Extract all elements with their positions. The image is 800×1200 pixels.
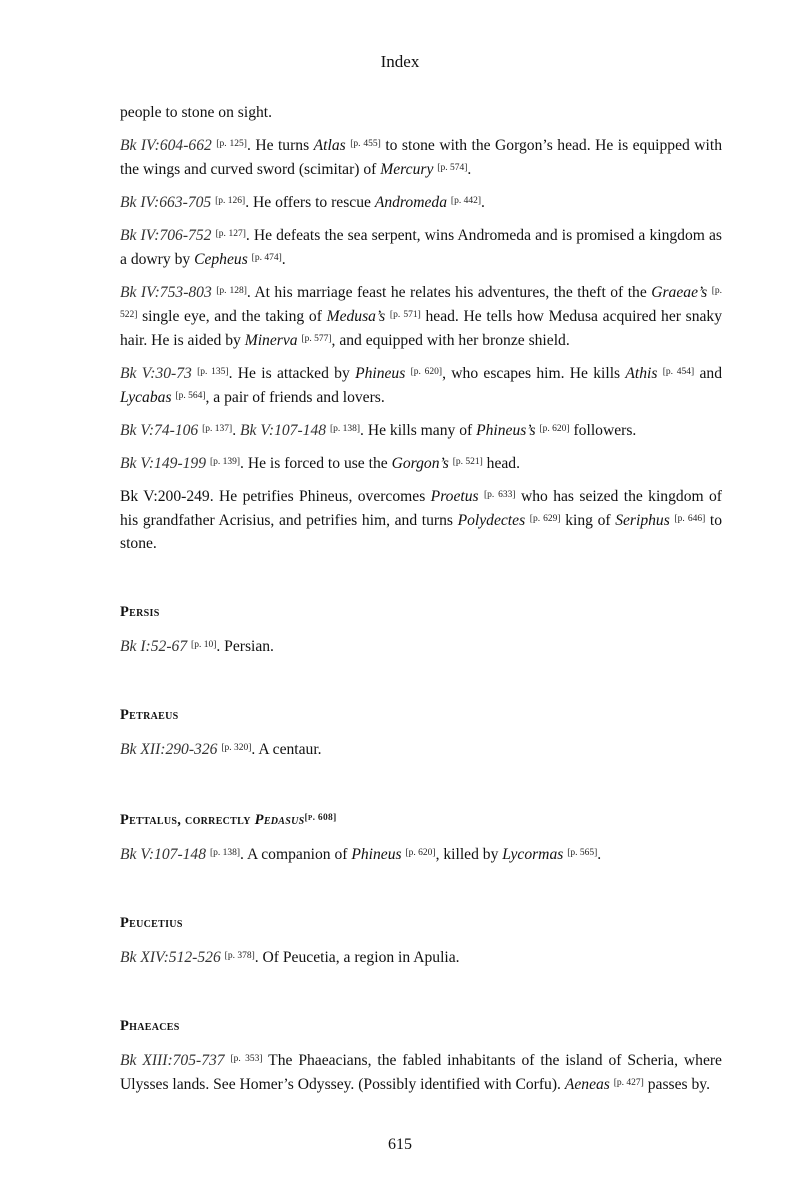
entry-text-segment: , killed by <box>435 846 503 863</box>
entry-text <box>120 842 722 866</box>
entry-text-segment: . He defeats the sea serpent, wins Andromeda and is promised a kingdom as a dowry by <box>120 227 723 268</box>
page-reference[interactable]: [p. 474] <box>251 253 282 263</box>
entry-text <box>120 737 722 761</box>
entry-text <box>120 945 722 969</box>
entry-text-segment: . <box>480 194 485 211</box>
cross-reference[interactable]: Andromeda <box>374 194 447 211</box>
book-reference[interactable]: Bk IV:604-662 <box>120 137 212 154</box>
book-reference[interactable]: Bk IV:706-752 <box>120 227 212 244</box>
cross-reference[interactable]: Lycabas <box>120 389 172 406</box>
book-reference[interactable]: Bk V:107-148 <box>120 846 207 863</box>
cross-reference[interactable]: Gorgon’s <box>391 455 449 472</box>
cross-reference[interactable]: Mercury <box>380 161 434 178</box>
cross-reference[interactable]: Athis <box>625 365 658 382</box>
page-reference[interactable]: [p. 126] <box>215 196 246 206</box>
cross-reference[interactable]: Minerva <box>244 332 298 349</box>
page-reference[interactable]: [p. 565] <box>567 848 598 858</box>
entry-petraeus <box>120 704 722 761</box>
cross-reference[interactable]: Lycormas <box>502 846 564 863</box>
entry-text-segment: . <box>597 846 602 863</box>
cross-reference[interactable]: Graeae’s <box>651 284 708 301</box>
page-reference[interactable]: [p. 571] <box>389 310 421 320</box>
page-reference[interactable]: [p. 127] <box>215 229 246 239</box>
page-reference[interactable]: [p. 137] <box>202 424 233 434</box>
page-number: 615 <box>388 1136 412 1153</box>
entry-text-segment: who has seized the kingdom of his grandfather Acrisius, and petrifies him, and turns <box>120 488 722 529</box>
entry-perseus-continued <box>120 101 722 555</box>
entry-text-segment: , and equipped with her bronze shield. <box>331 332 570 349</box>
entry-text-segment: single eye, and the taking of <box>137 308 327 325</box>
entry-text <box>120 634 722 658</box>
entry-text <box>120 484 722 555</box>
page-reference[interactable]: [p. 353] <box>230 1054 263 1064</box>
entry-text-segment: head. He tells how Medusa acquired her snaky hair. He is aided by <box>120 308 723 349</box>
entry-heading: Peucetius <box>120 915 183 931</box>
entry-text-segment: . He kills many of <box>360 422 477 439</box>
book-reference[interactable]: Bk V:200-249 <box>120 488 210 505</box>
page-reference[interactable]: [p. 135] <box>197 367 229 377</box>
cross-reference[interactable]: Seriphus <box>615 512 670 529</box>
entry-peucetius <box>120 912 722 969</box>
entry-text-segment: . A centaur. <box>251 741 322 758</box>
book-reference[interactable]: Bk I:52-67 <box>120 638 188 655</box>
book-reference[interactable]: Bk XIV:512-526 <box>120 949 221 966</box>
book-reference[interactable]: Bk V:149-199 <box>120 455 207 472</box>
page-reference[interactable]: [p. 522] <box>120 286 723 320</box>
page-reference[interactable]: [p. 125] <box>216 139 247 149</box>
book-reference[interactable]: Bk V:107-148 <box>240 422 327 439</box>
page-reference[interactable]: [p. 564] <box>175 391 206 401</box>
entry-text-segment: . A companion of <box>240 846 352 863</box>
page-reference[interactable]: [p. 427] <box>613 1078 644 1088</box>
entry-text <box>120 223 722 271</box>
entry-heading <box>120 807 722 832</box>
page-reference[interactable]: [p. 633] <box>484 490 516 500</box>
cross-reference[interactable]: Atlas <box>313 137 346 154</box>
entry-text-segment: and <box>694 365 723 382</box>
entry-text-segment: , who escapes him. He kills <box>442 365 626 382</box>
page-reference[interactable]: [p. 138] <box>329 424 361 434</box>
page-reference[interactable]: [p. 10] <box>191 640 217 650</box>
entry-text <box>120 1048 722 1096</box>
page-reference[interactable]: [p. 128] <box>216 286 247 296</box>
cross-reference[interactable]: Phineus’s <box>476 422 536 439</box>
cross-reference[interactable]: Pedasus <box>254 812 305 828</box>
entry-text-segment: . Of Peucetia, a region in Apulia. <box>254 949 460 966</box>
entry-text <box>120 280 722 352</box>
cross-reference[interactable]: Cepheus <box>194 251 248 268</box>
entry-text-segment: , a pair of friends and lovers. <box>205 389 385 406</box>
cross-reference[interactable]: Phineus <box>351 846 402 863</box>
cross-reference[interactable]: Proetus <box>430 488 479 505</box>
book-reference[interactable]: Bk IV:753-803 <box>120 284 212 301</box>
cross-reference[interactable]: Medusa’s <box>326 308 386 325</box>
entry-text <box>120 101 722 124</box>
entry-text-segment: to stone. <box>120 512 722 552</box>
entry-text <box>120 451 722 475</box>
page-reference[interactable]: [p. 139] <box>209 457 241 467</box>
page-reference[interactable]: [p. 620] <box>410 367 443 377</box>
page-reference[interactable]: [p. 521] <box>452 457 483 467</box>
page-reference[interactable]: [p. 608] <box>304 813 337 823</box>
entry-phaeaces <box>120 1015 722 1096</box>
entry-pettalus <box>120 807 722 866</box>
entry-text-segment: . He offers to rescue <box>245 194 375 211</box>
book-reference[interactable]: Bk XII:290-326 <box>120 741 218 758</box>
index-content <box>120 101 722 1105</box>
entry-text-segment: head. <box>482 455 520 472</box>
entry-text-segment: . Persian. <box>216 638 274 655</box>
page-reference[interactable]: [p. 320] <box>221 743 252 753</box>
entry-text-segment: . <box>281 251 286 268</box>
page-reference[interactable]: [p. 454] <box>662 367 695 377</box>
running-head: Index <box>380 52 420 71</box>
book-reference[interactable]: Bk XIII:705-737 <box>120 1052 225 1069</box>
cross-reference[interactable]: Aeneas <box>564 1076 610 1093</box>
page-reference[interactable]: [p. 442] <box>450 196 481 206</box>
entry-text-segment: The Phaeacians, the fabled inhabitants of the island of Scheria, where Ulysses lands. See Homer’s Odyssey. (Possibly identified with Corfu). <box>120 1052 722 1093</box>
page-reference[interactable]: [p. 378] <box>224 951 255 961</box>
entry-text-segment: . He petrifies Phineus, overcomes <box>209 488 431 505</box>
page-reference[interactable]: [p. 620] <box>539 424 570 434</box>
entry-text-segment: followers. <box>569 422 637 439</box>
heading-text: Pettalus, correctly <box>120 812 255 828</box>
entry-text-segment: passes by. <box>643 1076 710 1093</box>
entry-heading: Persis <box>120 604 160 620</box>
entry-text <box>120 361 722 409</box>
entry-heading: Phaeaces <box>120 1018 180 1034</box>
entry-persis <box>120 601 722 658</box>
cross-reference[interactable]: Polydectes <box>457 512 526 529</box>
page-reference[interactable]: [p. 138] <box>209 848 241 858</box>
entry-text-segment: people to stone on sight. <box>120 104 273 121</box>
book-reference[interactable]: Bk IV:663-705 <box>120 194 212 211</box>
entry-text-segment: king of <box>560 512 616 529</box>
page-reference[interactable]: [p. 577] <box>301 334 332 344</box>
entry-text-segment: . He turns <box>246 137 314 154</box>
page-reference[interactable]: [p. 574] <box>437 163 468 173</box>
entry-text-segment: to stone with the Gorgon’s head. He is equipped with the wings and curved sword (scimitar) of <box>120 137 722 178</box>
entry-text-segment: . He is attacked by <box>228 365 356 382</box>
page-reference[interactable]: [p. 629] <box>529 514 561 524</box>
page-reference[interactable]: [p. 620] <box>405 848 436 858</box>
entry-text-segment: . At his marriage feast he relates his adventures, the theft of the <box>246 284 652 301</box>
entry-heading: Petraeus <box>120 707 179 723</box>
entry-text <box>120 133 722 181</box>
page-reference[interactable]: [p. 455] <box>350 139 381 149</box>
entry-text-segment: . <box>232 422 241 439</box>
book-reference[interactable]: Bk V:30-73 <box>120 365 192 382</box>
book-reference[interactable]: Bk V:74-106 <box>120 422 199 439</box>
page-reference[interactable]: [p. 646] <box>674 514 706 524</box>
entry-text <box>120 190 722 214</box>
entry-text <box>120 418 722 442</box>
entry-text-segment: . <box>467 161 472 178</box>
entry-text-segment: . He is forced to use the <box>240 455 392 472</box>
cross-reference[interactable]: Phineus <box>355 365 406 382</box>
